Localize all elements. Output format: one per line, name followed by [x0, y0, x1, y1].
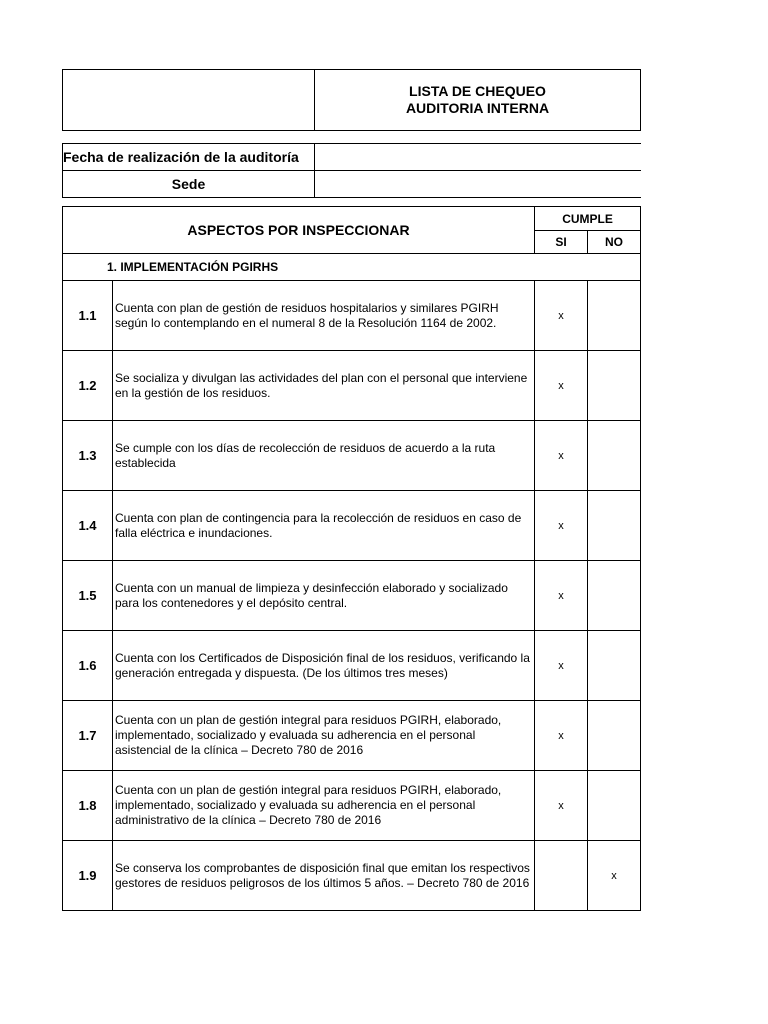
si-checkbox[interactable]: x	[535, 561, 588, 631]
si-checkbox[interactable]: x	[535, 281, 588, 351]
checklist-row	[63, 631, 641, 701]
item-description: Cuenta con los Certificados de Disposición final de los residuos, verificando la generación entregada y dispuesta. (De los últimos tres meses)	[113, 631, 535, 701]
si-checkbox[interactable]	[535, 841, 588, 911]
section-row	[63, 254, 641, 281]
item-number: 1.5	[63, 561, 113, 631]
sede-label: Sede	[63, 171, 315, 198]
no-checkbox[interactable]	[588, 491, 641, 561]
fecha-label: Fecha de realización de la auditoría	[63, 144, 315, 171]
cumple-header: CUMPLE	[535, 207, 641, 231]
checklist-row	[63, 771, 641, 841]
no-checkbox[interactable]: x	[588, 841, 641, 911]
si-checkbox[interactable]: x	[535, 771, 588, 841]
no-checkbox[interactable]	[588, 421, 641, 491]
item-description: Cuenta con un manual de limpieza y desinfección elaborado y socializado para los contenedores y el depósito central.	[113, 561, 535, 631]
item-description: Cuenta con un plan de gestión integral para residuos PGIRH, elaborado, implementado, socializado y evaluada su adherencia en el personal asistencial de la clínica – Decreto 780 de 2016	[113, 701, 535, 771]
item-description: Se socializa y divulgan las actividades del plan con el personal que interviene en la gestión de los residuos.	[113, 351, 535, 421]
item-number: 1.1	[63, 281, 113, 351]
section-title: 1. IMPLEMENTACIÓN PGIRHS	[63, 254, 641, 281]
si-header: SI	[535, 231, 588, 254]
item-description: Cuenta con un plan de gestión integral para residuos PGIRH, elaborado, implementado, socializado y evaluada su adherencia en el personal administrativo de la clínica – Decreto 780 de 2016	[113, 771, 535, 841]
checklist-row	[63, 841, 641, 911]
no-checkbox[interactable]	[588, 631, 641, 701]
logo-cell	[63, 70, 315, 131]
item-number: 1.3	[63, 421, 113, 491]
header-row	[63, 207, 641, 231]
item-number: 1.4	[63, 491, 113, 561]
si-checkbox[interactable]: x	[535, 701, 588, 771]
si-checkbox[interactable]: x	[535, 631, 588, 701]
checklist-row	[63, 281, 641, 351]
item-number: 1.6	[63, 631, 113, 701]
checklist-table	[62, 206, 641, 911]
item-number: 1.7	[63, 701, 113, 771]
item-description: Cuenta con plan de contingencia para la recolección de residuos en caso de falla eléctrica e inundaciones.	[113, 491, 535, 561]
no-checkbox[interactable]	[588, 351, 641, 421]
si-checkbox[interactable]: x	[535, 421, 588, 491]
si-checkbox[interactable]: x	[535, 491, 588, 561]
item-number: 1.9	[63, 841, 113, 911]
title-line-1: LISTA DE CHEQUEO	[409, 83, 546, 99]
no-checkbox[interactable]	[588, 701, 641, 771]
title-block	[62, 69, 641, 131]
checklist-row	[63, 351, 641, 421]
checklist-row	[63, 701, 641, 771]
audit-info-block	[62, 143, 641, 198]
document-title	[315, 70, 641, 131]
no-header: NO	[588, 231, 641, 254]
aspects-header: ASPECTOS POR INSPECCIONAR	[63, 207, 535, 254]
sede-field[interactable]	[315, 171, 641, 198]
no-checkbox[interactable]	[588, 771, 641, 841]
checklist-row	[63, 421, 641, 491]
checklist-row	[63, 491, 641, 561]
si-checkbox[interactable]: x	[535, 351, 588, 421]
item-description: Se cumple con los días de recolección de residuos de acuerdo a la ruta establecida	[113, 421, 535, 491]
item-number: 1.2	[63, 351, 113, 421]
fecha-field[interactable]	[315, 144, 641, 171]
title-line-2: AUDITORIA INTERNA	[405, 100, 550, 116]
no-checkbox[interactable]	[588, 281, 641, 351]
item-description: Se conserva los comprobantes de disposición final que emitan los respectivos gestores de residuos peligrosos de los últimos 5 años. – Decreto 780 de 2016	[113, 841, 535, 911]
item-number: 1.8	[63, 771, 113, 841]
no-checkbox[interactable]	[588, 561, 641, 631]
item-description: Cuenta con plan de gestión de residuos hospitalarios y similares PGIRH según lo contemplando en el numeral 8 de la Resolución 1164 de 2002.	[113, 281, 535, 351]
checklist-row	[63, 561, 641, 631]
